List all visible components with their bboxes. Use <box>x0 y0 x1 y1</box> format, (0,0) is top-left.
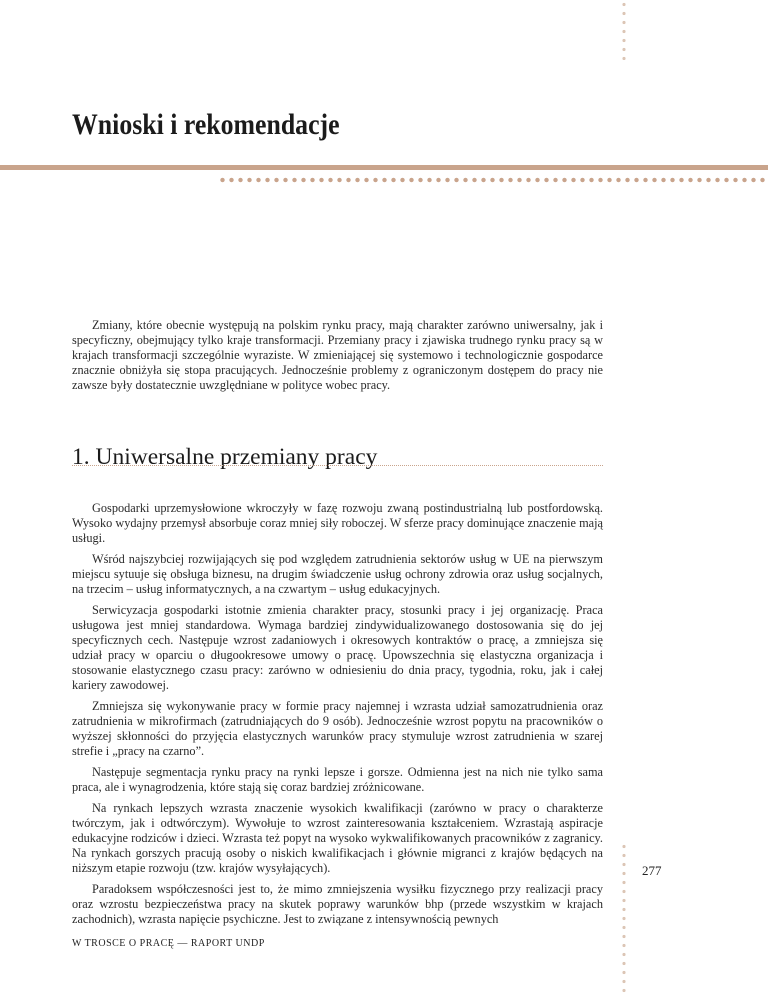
body-paragraph: Na rynkach lepszych wzrasta znaczenie wysokich kwalifikacji (zarówno w pracy o charakterze twórczym, jak i odtwórczym). Wywołuje to wzrost zainteresowania kształceniem. Wzrastają aspiracje edukacyjne rodziców i dzieci. Wzrasta też popyt na wysoko wykwalifikowanych pracowników z zagranicy. Na rynkach gorszych pracują osoby o niskich kwalifikacjach i głównie migranci z krajów będących na niższym etapie rozwoju (tzw. krajów wysyłających). <box>72 801 603 875</box>
page-number: 277 <box>642 863 662 878</box>
chapter-title: Wnioski i rekomendacje <box>72 108 340 141</box>
intro-paragraph: Zmiany, które obecnie występują na polskim rynku pracy, mają charakter zarówno uniwersalny, jak i specyficzny, obejmujący tylko kraje transformacji. Przemiany pracy i zjawiska trudnego rynku pracy są w krajach transformacji szczególnie wyraziste. W zmieniającej się systemowo i technologicznie gospodarce znacznie obniżyła się stopa pracujących. Jednocześnie problemy z ograniczonym dostępem do pracy nie zawsze były dostatecznie uwzględniane w polityce wobec pracy. <box>72 318 603 392</box>
running-footer: W TROSCE O PRACĘ — RAPORT UNDP <box>72 938 265 949</box>
body-paragraph: Zmniejsza się wykonywanie pracy w formie pracy najemnej i wzrasta udział samozatrudnienia oraz zatrudnienia w mikrofirmach (zatrudniających do 9 osób). Jednocześnie wzrost popytu na pracowników o wyższej skłonności do przyjęcia elastycznych warunków pracy stymuluje wzrost zatrudnienia w szarej strefie i „pracy na czarno”. <box>72 699 603 758</box>
chapter-dotted-rule <box>218 177 768 183</box>
body-paragraph: Następuje segmentacja rynku pracy na rynki lepsze i gorsze. Odmienna jest na nich nie tylko sama praca, ale i wynagrodzenia, które stają się coraz bardziej zróżnicowane. <box>72 765 603 794</box>
body-paragraph: Paradoksem współczesności jest to, że mimo zmniejszenia wysiłku fizycznego przy realizacji pracy oraz wzrostu bezpieczeństwa pracy na skutek poprawy warunków bhp (przede wszystkim w krajach zachodnich), wzrasta napięcie psychiczne. Jest to związane z intensywnością pewnych <box>72 882 603 926</box>
section-dotted-rule <box>72 465 603 466</box>
decorative-dotted-line-bottom <box>622 842 626 994</box>
section-title: 1. Uniwersalne przemiany pracy <box>72 444 378 470</box>
body-paragraph: Serwicyzacja gospodarki istotnie zmienia charakter pracy, stosunki pracy i jej organizację. Praca usługowa jest mniej standardowa. Wymaga bardziej zindywidualizowanego dostosowania się do jej specyficznych cech. Następuje wzrost zadaniowych i okresowych kontraktów o pracę, a zmniejsza się udział pracy w oparciu o długookresowe umowy o pracę. Upowszechnia się elastyczna organizacja i stosowanie elastycznego czasu pracy: zarówno w odniesieniu do dnia pracy, tygodnia, roku, jak i całej kariery zawodowej. <box>72 603 603 692</box>
body-paragraph: Wśród najszybciej rozwijających się pod względem zatrudnienia sektorów usług w UE na pierwszym miejscu sytuuje się obsługa biznesu, na drugim świadczenie usług ochrony zdrowia oraz usług socjalnych, na trzecim – usług informatycznych, a na czwartym – usług edukacyjnych. <box>72 552 603 596</box>
section-body <box>72 501 603 933</box>
chapter-rule <box>0 165 768 170</box>
decorative-dotted-line-top <box>622 0 626 60</box>
body-paragraph: Gospodarki uprzemysłowione wkroczyły w fazę rozwoju zwaną postindustrialną lub postfordowską. Wysoko wydajny przemysł absorbuje coraz mniej siły roboczej. W sferze pracy dominujące znaczenie mają usługi. <box>72 501 603 545</box>
